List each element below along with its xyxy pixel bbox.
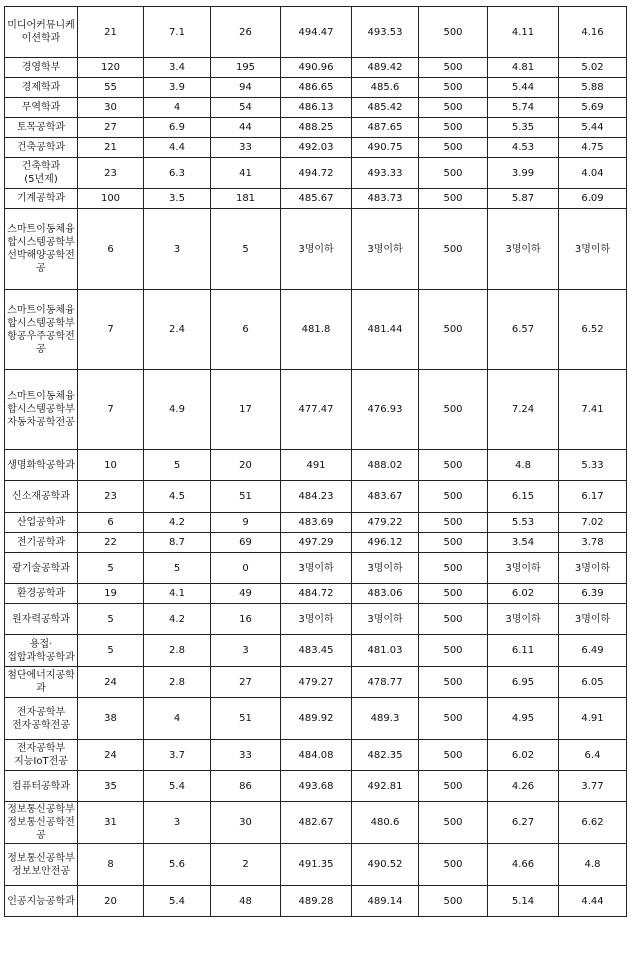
grade-avg-cell: 3명이하 [559,553,627,584]
grade-high-cell: 5.44 [488,78,559,98]
applicant-cell: 86 [211,771,281,802]
score-high-cell: 486.65 [281,78,352,98]
grade-avg-cell: 7.41 [559,370,627,450]
dept-cell: 기계공학과 [5,189,78,209]
table-row [5,584,627,604]
applicant-cell: 2 [211,844,281,886]
vacancy-cell: 5 [78,553,144,584]
full-score-cell: 500 [419,118,488,138]
full-score-cell: 500 [419,481,488,513]
grade-high-cell: 3명이하 [488,553,559,584]
score-high-cell: 483.69 [281,513,352,533]
score-high-cell: 488.25 [281,118,352,138]
vacancy-cell: 30 [78,98,144,118]
vacancy-cell: 27 [78,118,144,138]
full-score-cell: 500 [419,584,488,604]
score-avg-cell: 489.3 [352,698,419,740]
ratio-cell: 6.3 [144,158,211,189]
applicant-cell: 16 [211,604,281,635]
ratio-cell: 3 [144,802,211,844]
full-score-cell: 500 [419,740,488,771]
applicant-cell: 48 [211,886,281,917]
score-avg-cell: 487.65 [352,118,419,138]
score-high-cell: 485.67 [281,189,352,209]
dept-cell: 전자공학부 전자공학전공 [5,698,78,740]
score-avg-cell: 480.6 [352,802,419,844]
applicant-cell: 5 [211,209,281,290]
score-high-cell: 491 [281,450,352,481]
grade-high-cell: 6.57 [488,290,559,370]
dept-cell: 원자력공학과 [5,604,78,635]
score-avg-cell: 490.52 [352,844,419,886]
dept-cell: 광기술공학과 [5,553,78,584]
full-score-cell: 500 [419,698,488,740]
applicant-cell: 30 [211,802,281,844]
score-avg-cell: 479.22 [352,513,419,533]
score-avg-cell: 490.75 [352,138,419,158]
vacancy-cell: 10 [78,450,144,481]
ratio-cell: 4.2 [144,513,211,533]
full-score-cell: 500 [419,189,488,209]
score-high-cell: 483.45 [281,635,352,667]
score-high-cell: 494.47 [281,7,352,58]
ratio-cell: 3.5 [144,189,211,209]
table-row [5,886,627,917]
ratio-cell: 8.7 [144,533,211,553]
table-row [5,7,627,58]
score-avg-cell: 488.02 [352,450,419,481]
grade-high-cell: 6.27 [488,802,559,844]
ratio-cell: 3.7 [144,740,211,771]
dept-cell: 토목공학과 [5,118,78,138]
applicant-cell: 9 [211,513,281,533]
table-row [5,158,627,189]
grade-avg-cell: 6.09 [559,189,627,209]
grade-high-cell: 6.11 [488,635,559,667]
vacancy-cell: 5 [78,604,144,635]
grade-avg-cell: 6.49 [559,635,627,667]
score-high-cell: 493.68 [281,771,352,802]
dept-cell: 용접·접합과학공학과 [5,635,78,667]
vacancy-cell: 120 [78,58,144,78]
dept-cell: 무역학과 [5,98,78,118]
score-high-cell: 489.92 [281,698,352,740]
vacancy-cell: 8 [78,844,144,886]
table-body [5,7,627,917]
full-score-cell: 500 [419,886,488,917]
vacancy-cell: 38 [78,698,144,740]
vacancy-cell: 24 [78,667,144,698]
applicant-cell: 6 [211,290,281,370]
vacancy-cell: 35 [78,771,144,802]
table-row [5,698,627,740]
applicant-cell: 26 [211,7,281,58]
grade-avg-cell: 6.17 [559,481,627,513]
dept-cell: 정보통신공학부 정보통신공학전공 [5,802,78,844]
ratio-cell: 4 [144,698,211,740]
full-score-cell: 500 [419,533,488,553]
full-score-cell: 500 [419,158,488,189]
table-row [5,844,627,886]
ratio-cell: 3.9 [144,78,211,98]
table-row [5,98,627,118]
table-row [5,118,627,138]
vacancy-cell: 31 [78,802,144,844]
table-row [5,209,627,290]
grade-avg-cell: 3.78 [559,533,627,553]
applicant-cell: 51 [211,481,281,513]
score-avg-cell: 483.67 [352,481,419,513]
grade-high-cell: 3명이하 [488,604,559,635]
full-score-cell: 500 [419,667,488,698]
score-avg-cell: 3명이하 [352,553,419,584]
ratio-cell: 3.4 [144,58,211,78]
ratio-cell: 4.5 [144,481,211,513]
full-score-cell: 500 [419,58,488,78]
score-high-cell: 484.08 [281,740,352,771]
dept-cell: 경영학부 [5,58,78,78]
table-row [5,290,627,370]
dept-cell: 전기공학과 [5,533,78,553]
full-score-cell: 500 [419,604,488,635]
grade-avg-cell: 4.44 [559,886,627,917]
full-score-cell: 500 [419,553,488,584]
table-row [5,78,627,98]
full-score-cell: 500 [419,78,488,98]
applicant-cell: 0 [211,553,281,584]
vacancy-cell: 5 [78,635,144,667]
score-high-cell: 477.47 [281,370,352,450]
table-row [5,513,627,533]
vacancy-cell: 22 [78,533,144,553]
dept-cell: 건축학과(5년제) [5,158,78,189]
grade-high-cell: 6.02 [488,740,559,771]
score-high-cell: 484.23 [281,481,352,513]
grade-avg-cell: 4.16 [559,7,627,58]
full-score-cell: 500 [419,450,488,481]
vacancy-cell: 7 [78,370,144,450]
grade-high-cell: 5.35 [488,118,559,138]
grade-high-cell: 5.74 [488,98,559,118]
ratio-cell: 7.1 [144,7,211,58]
score-avg-cell: 481.44 [352,290,419,370]
full-score-cell: 500 [419,802,488,844]
score-high-cell: 479.27 [281,667,352,698]
score-high-cell: 486.13 [281,98,352,118]
applicant-cell: 195 [211,58,281,78]
dept-cell: 정보통신공학부 정보보안전공 [5,844,78,886]
score-avg-cell: 483.73 [352,189,419,209]
full-score-cell: 500 [419,635,488,667]
dept-cell: 인공지능공학과 [5,886,78,917]
ratio-cell: 4 [144,98,211,118]
ratio-cell: 5.6 [144,844,211,886]
ratio-cell: 3 [144,209,211,290]
score-high-cell: 484.72 [281,584,352,604]
vacancy-cell: 100 [78,189,144,209]
applicant-cell: 3 [211,635,281,667]
dept-cell: 첨단에너지공학과 [5,667,78,698]
table-row [5,771,627,802]
table-row [5,533,627,553]
score-high-cell: 3명이하 [281,604,352,635]
score-avg-cell: 476.93 [352,370,419,450]
grade-avg-cell: 5.33 [559,450,627,481]
vacancy-cell: 55 [78,78,144,98]
score-high-cell: 492.03 [281,138,352,158]
applicant-cell: 20 [211,450,281,481]
vacancy-cell: 21 [78,138,144,158]
grade-avg-cell: 4.8 [559,844,627,886]
score-avg-cell: 483.06 [352,584,419,604]
ratio-cell: 6.9 [144,118,211,138]
full-score-cell: 500 [419,138,488,158]
grade-avg-cell: 6.4 [559,740,627,771]
full-score-cell: 500 [419,370,488,450]
vacancy-cell: 23 [78,158,144,189]
score-avg-cell: 496.12 [352,533,419,553]
applicant-cell: 17 [211,370,281,450]
score-avg-cell: 489.14 [352,886,419,917]
grade-avg-cell: 5.88 [559,78,627,98]
applicant-cell: 94 [211,78,281,98]
grade-high-cell: 4.26 [488,771,559,802]
vacancy-cell: 7 [78,290,144,370]
table-row [5,189,627,209]
grade-avg-cell: 6.39 [559,584,627,604]
ratio-cell: 4.4 [144,138,211,158]
dept-cell: 미디어커뮤니케이션학과 [5,7,78,58]
score-avg-cell: 3명이하 [352,604,419,635]
table-row [5,802,627,844]
vacancy-cell: 24 [78,740,144,771]
grade-high-cell: 5.87 [488,189,559,209]
dept-cell: 스마트이동체융합시스템공학부 자동차공학전공 [5,370,78,450]
full-score-cell: 500 [419,98,488,118]
vacancy-cell: 19 [78,584,144,604]
full-score-cell: 500 [419,771,488,802]
grade-high-cell: 4.8 [488,450,559,481]
table-row [5,553,627,584]
vacancy-cell: 6 [78,513,144,533]
applicant-cell: 41 [211,158,281,189]
applicant-cell: 69 [211,533,281,553]
grade-avg-cell: 4.04 [559,158,627,189]
table-row [5,740,627,771]
ratio-cell: 2.8 [144,635,211,667]
vacancy-cell: 21 [78,7,144,58]
grade-high-cell: 6.95 [488,667,559,698]
score-avg-cell: 493.33 [352,158,419,189]
ratio-cell: 4.1 [144,584,211,604]
applicant-cell: 44 [211,118,281,138]
grade-high-cell: 4.95 [488,698,559,740]
grade-avg-cell: 3명이하 [559,209,627,290]
score-avg-cell: 482.35 [352,740,419,771]
dept-cell: 컴퓨터공학과 [5,771,78,802]
vacancy-cell: 23 [78,481,144,513]
table-row [5,667,627,698]
applicant-cell: 54 [211,98,281,118]
applicant-cell: 49 [211,584,281,604]
grade-avg-cell: 6.52 [559,290,627,370]
score-avg-cell: 478.77 [352,667,419,698]
grade-avg-cell: 3명이하 [559,604,627,635]
score-high-cell: 482.67 [281,802,352,844]
score-high-cell: 494.72 [281,158,352,189]
vacancy-cell: 20 [78,886,144,917]
grade-high-cell: 4.11 [488,7,559,58]
score-avg-cell: 3명이하 [352,209,419,290]
score-high-cell: 497.29 [281,533,352,553]
score-high-cell: 489.28 [281,886,352,917]
grade-avg-cell: 5.69 [559,98,627,118]
dept-cell: 스마트이동체융합시스템공학부 항공우주공학전공 [5,290,78,370]
grade-high-cell: 6.15 [488,481,559,513]
grade-high-cell: 4.66 [488,844,559,886]
applicant-cell: 33 [211,138,281,158]
dept-cell: 전자공학부 지능IoT전공 [5,740,78,771]
applicant-cell: 51 [211,698,281,740]
grade-avg-cell: 5.02 [559,58,627,78]
score-high-cell: 490.96 [281,58,352,78]
ratio-cell: 5.4 [144,886,211,917]
vacancy-cell: 6 [78,209,144,290]
score-high-cell: 3명이하 [281,209,352,290]
ratio-cell: 4.9 [144,370,211,450]
table-row [5,481,627,513]
ratio-cell: 4.2 [144,604,211,635]
ratio-cell: 2.8 [144,667,211,698]
grade-avg-cell: 3.77 [559,771,627,802]
grade-avg-cell: 7.02 [559,513,627,533]
full-score-cell: 500 [419,513,488,533]
grade-high-cell: 5.14 [488,886,559,917]
dept-cell: 경제학과 [5,78,78,98]
applicant-cell: 27 [211,667,281,698]
score-high-cell: 3명이하 [281,553,352,584]
score-avg-cell: 485.6 [352,78,419,98]
ratio-cell: 5 [144,553,211,584]
score-avg-cell: 493.53 [352,7,419,58]
applicant-cell: 33 [211,740,281,771]
score-high-cell: 491.35 [281,844,352,886]
grade-high-cell: 3명이하 [488,209,559,290]
ratio-cell: 5.4 [144,771,211,802]
ratio-cell: 2.4 [144,290,211,370]
grade-high-cell: 7.24 [488,370,559,450]
score-avg-cell: 492.81 [352,771,419,802]
score-avg-cell: 481.03 [352,635,419,667]
dept-cell: 신소재공학과 [5,481,78,513]
grade-avg-cell: 4.91 [559,698,627,740]
full-score-cell: 500 [419,844,488,886]
table-row [5,58,627,78]
full-score-cell: 500 [419,209,488,290]
ratio-cell: 5 [144,450,211,481]
table-row [5,450,627,481]
score-high-cell: 481.8 [281,290,352,370]
dept-cell: 산업공학과 [5,513,78,533]
grade-high-cell: 4.81 [488,58,559,78]
grade-high-cell: 5.53 [488,513,559,533]
grade-avg-cell: 6.05 [559,667,627,698]
table-row [5,138,627,158]
dept-cell: 건축공학과 [5,138,78,158]
full-score-cell: 500 [419,290,488,370]
table-row [5,635,627,667]
dept-cell: 생명화학공학과 [5,450,78,481]
score-avg-cell: 489.42 [352,58,419,78]
dept-cell: 환경공학과 [5,584,78,604]
grade-avg-cell: 4.75 [559,138,627,158]
dept-cell: 스마트이동체융합시스템공학부 선박해양공학전공 [5,209,78,290]
table-row [5,370,627,450]
grade-high-cell: 3.54 [488,533,559,553]
grade-avg-cell: 5.44 [559,118,627,138]
score-avg-cell: 485.42 [352,98,419,118]
applicant-cell: 181 [211,189,281,209]
grade-high-cell: 6.02 [488,584,559,604]
full-score-cell: 500 [419,7,488,58]
table-row [5,604,627,635]
grade-avg-cell: 6.62 [559,802,627,844]
grade-high-cell: 4.53 [488,138,559,158]
grade-high-cell: 3.99 [488,158,559,189]
admissions-table [4,6,627,917]
